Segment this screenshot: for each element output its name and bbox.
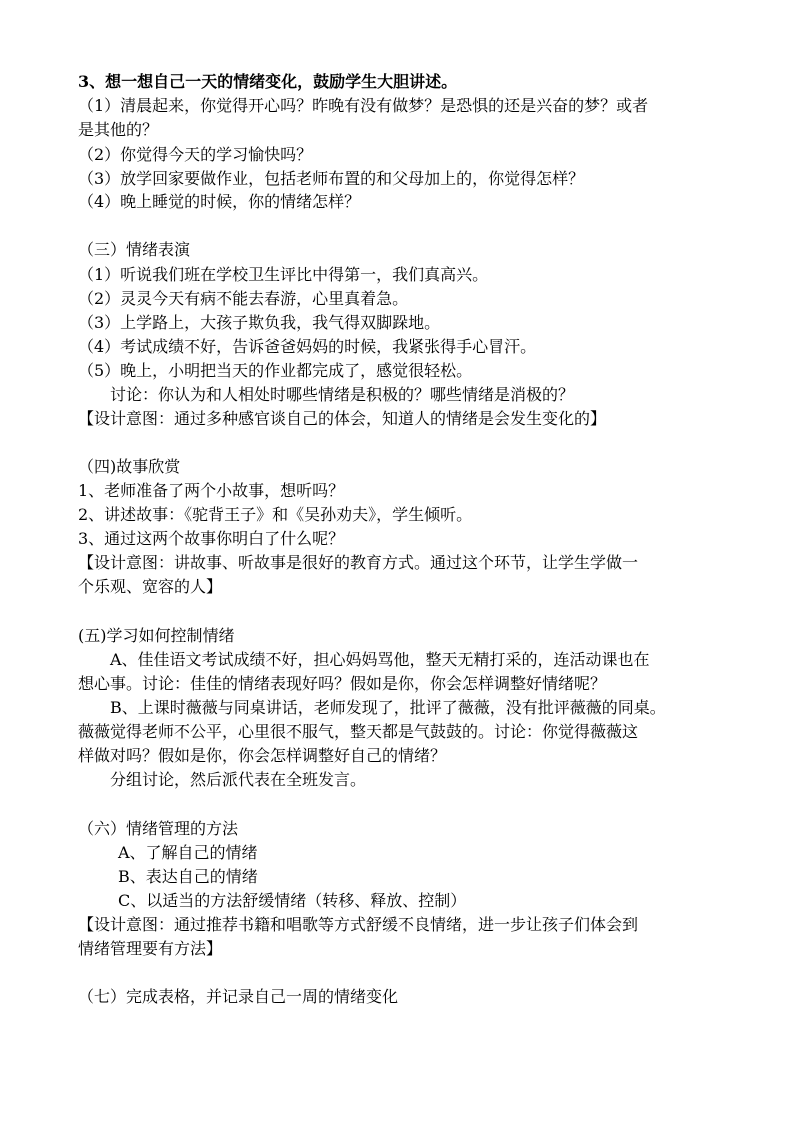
section-item-3-line: 3、想一想自己一天的情绪变化，鼓励学生大胆讲述。 — [78, 72, 458, 91]
scenario-b-continuation-2: 样做对吗？假如是你，你会怎样调整好自己的情绪？ — [78, 746, 447, 765]
section-heading-7: （七）完成表格，并记录自己一周的情绪变化 — [78, 987, 399, 1006]
question-4-line: （4）晚上睡觉的时候，你的情绪怎样？ — [78, 192, 361, 211]
method-b: B、表达自己的情绪 — [118, 867, 258, 886]
section-heading-5: (五)学习如何控制情绪 — [78, 626, 235, 645]
question-1-line: （1）清晨起来，你觉得开心吗？昨晚有没有做梦？是恐惧的还是兴奋的梦？或者 — [78, 96, 649, 115]
question-2-line: （2）你觉得今天的学习愉快吗？ — [78, 145, 313, 164]
performance-item-1: （1）听说我们班在学校卫生评比中得第一，我们真高兴。 — [78, 265, 489, 284]
performance-item-4: （4）考试成绩不好，告诉爸爸妈妈的时候，我紧张得手心冒汗。 — [78, 337, 537, 356]
performance-item-5: （5）晚上，小明把当天的作业都完成了，感觉很轻松。 — [78, 361, 473, 380]
story-item-1: 1、老师准备了两个小故事，想听吗？ — [78, 481, 345, 500]
performance-item-3: （3）上学路上，大孩子欺负我，我气得双脚跺地。 — [78, 313, 441, 332]
section-heading-6: （六）情绪管理的方法 — [78, 819, 239, 838]
section-heading-4: （四)故事欣赏 — [78, 457, 181, 476]
section-heading-3: （三）情绪表演 — [78, 240, 191, 259]
method-a: A、了解自己的情绪 — [118, 843, 258, 862]
group-discussion-line: 分组讨论，然后派代表在全班发言。 — [110, 770, 367, 789]
scenario-a-line: A、佳佳语文考试成绩不好，担心妈妈骂他，整天无精打采的，连活动课也在 — [110, 650, 650, 669]
discussion-line: 讨论：你认为和人相处时哪些情绪是积极的？哪些情绪是消极的？ — [110, 385, 575, 404]
question-1-continuation: 是其他的？ — [78, 120, 159, 139]
question-3-line: （3）放学回家要做作业，包括老师布置的和父母加上的，你觉得怎样？ — [78, 169, 585, 188]
scenario-b-continuation-1: 薇薇觉得老师不公平，心里很不服气，整天都是气鼓鼓的。讨论：你觉得薇薇这 — [78, 722, 639, 741]
design-intent-2: 【设计意图：讲故事、听故事是很好的教育方式。通过这个环节，让学生学做一 — [78, 553, 639, 572]
design-intent-3: 【设计意图：通过推荐书籍和唱歌等方式舒缓不良情绪，进一步让孩子们体会到 — [78, 915, 639, 934]
story-item-3: 3、通过这两个故事你明白了什么呢？ — [78, 529, 345, 548]
design-intent-3-continuation: 情绪管理要有方法】 — [78, 939, 223, 958]
story-item-2: 2、讲述故事：《驼背王子》和《吴孙劝夫》，学生倾听。 — [78, 505, 473, 524]
design-intent-1: 【设计意图：通过多种感官谈自己的体会，知道人的情绪是会发生变化的】 — [78, 409, 607, 428]
method-c: C、以适当的方法舒缓情绪（转移、释放、控制） — [118, 891, 467, 910]
performance-item-2: （2）灵灵今天有病不能去春游，心里真着急。 — [78, 289, 409, 308]
design-intent-2-continuation: 个乐观、宽容的人】 — [78, 577, 223, 596]
scenario-a-continuation: 想心事。讨论：佳佳的情绪表现好吗？假如是你，你会怎样调整好情绪呢？ — [78, 674, 607, 693]
scenario-b-line: B、上课时薇薇与同桌讲话，老师发现了，批评了薇薇，没有批评薇薇的同桌。 — [110, 698, 666, 717]
